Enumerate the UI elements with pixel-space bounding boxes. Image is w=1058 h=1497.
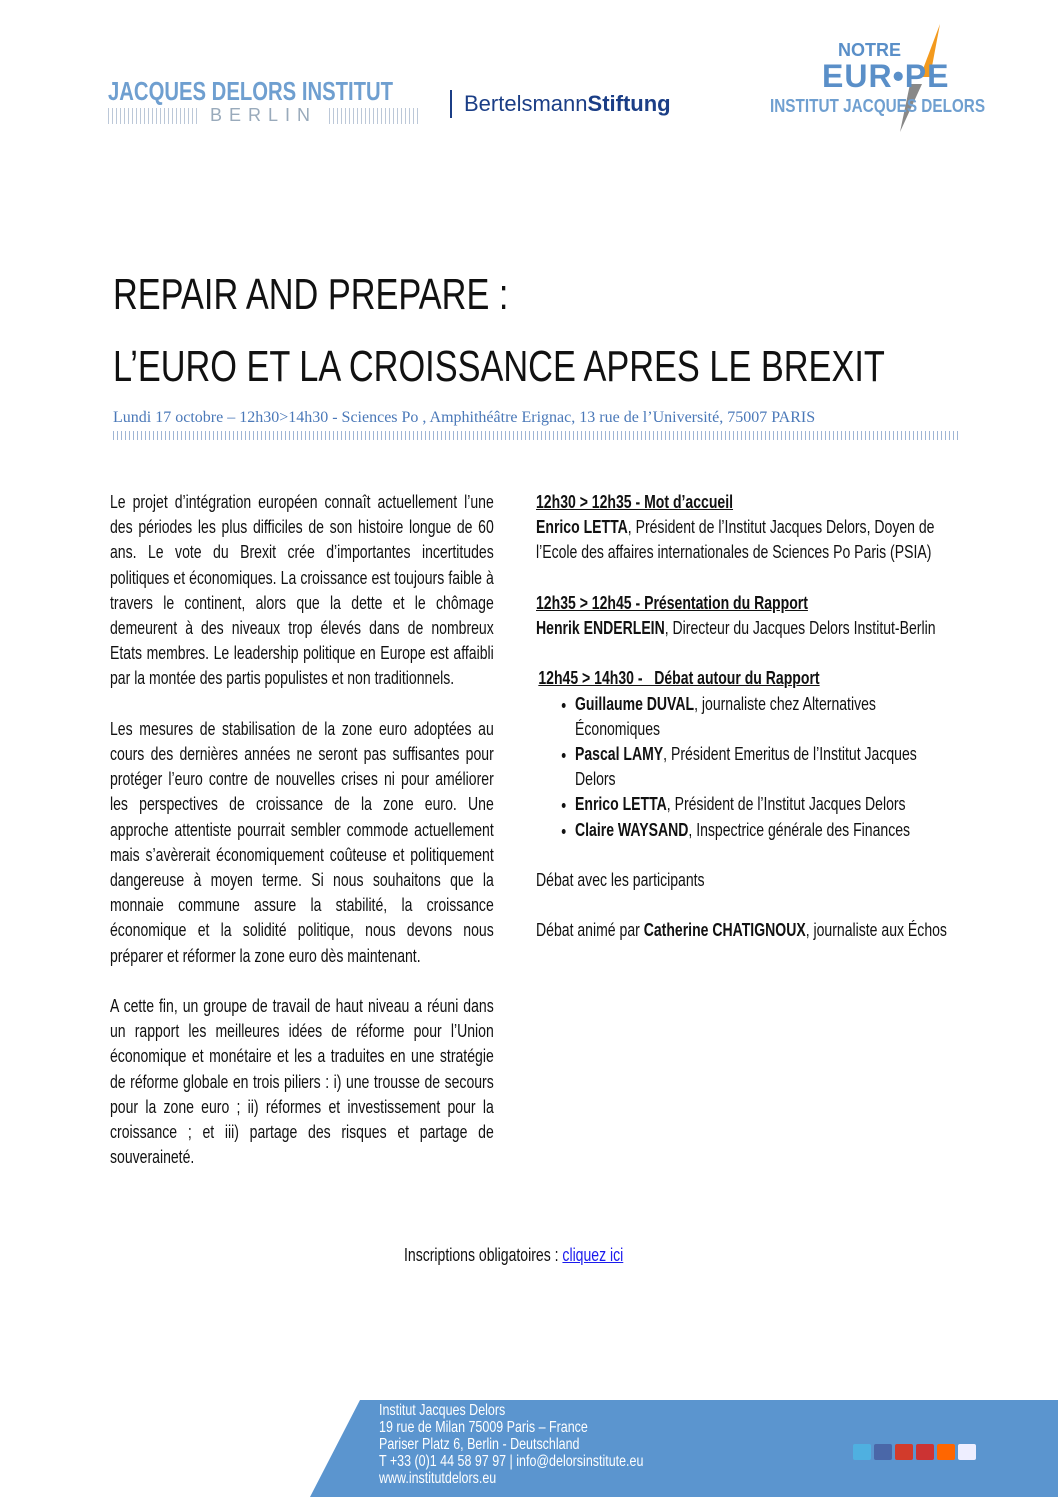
program-session-2: 12h35 > 12h45 - Présentation du Rapport Henrik ENDERLEIN, Directeur du Jacques Delors Institut-Berlin	[536, 592, 936, 638]
google-plus-icon[interactable]	[895, 1444, 913, 1460]
soundcloud-icon[interactable]	[937, 1444, 955, 1460]
debate-note: Débat avec les participants	[536, 870, 705, 890]
social-links	[853, 1444, 976, 1460]
footer-contact: Institut Jacques Delors 19 rue de Milan 75009 Paris – France Pariser Platz 6, Berlin - Deutschland T +33 (0)1 44 58 97 97 | info@delorsinstitute.eu www.institutdelors.eu	[379, 1402, 644, 1487]
title-line-1: REPAIR AND PREPARE :	[113, 270, 509, 319]
bertelsmann-stiftung-logo: BertelsmannStiftung	[450, 90, 671, 118]
program	[536, 490, 961, 969]
list-item: • Enrico LETTA, Président de l’Institut Jacques Delors	[575, 792, 961, 817]
moderator: Débat animé par Catherine CHATIGNOUX, journaliste aux Échos	[536, 920, 947, 941]
program-session-1: 12h30 > 12h35 - Mot d’accueil Enrico LETTA, Président de l’Institut Jacques Delors, Doyen de l’Ecole des affaires internationales de Sciences Po Paris (PSIA)	[536, 492, 935, 563]
speaker-list	[536, 692, 961, 843]
decorative-divider	[113, 431, 960, 440]
event-details: Lundi 17 octobre – 12h30>14h30 - Sciences Po , Amphithéâtre Erignac, 13 rue de l’Université, 75007 PARIS	[113, 409, 816, 426]
registration: Inscriptions obligatoires : cliquez ici	[404, 1245, 624, 1265]
title-line-2: L’EURO ET LA CROISSANCE APRES LE BREXIT	[113, 342, 885, 391]
notre-europe-logo: NOTRE EUR•PE INSTITUT JACQUES DELORS	[770, 22, 1040, 132]
youtube-icon[interactable]	[916, 1444, 934, 1460]
program-session-3: 12h45 > 14h30 - Débat autour du Rapport • Guillaume DUVAL, journaliste chez Alternatives Économiques • Pascal LAMY, Président Emeritus de l’Institut Jacques Delors • Enrico LETTA, Président de l’Institut Jacques Delors • Claire WAYSAND, Inspectrice générale des Finances	[536, 666, 961, 842]
list-item: • Claire WAYSAND, Inspectrice générale des Finances	[575, 818, 961, 843]
list-item: • Guillaume DUVAL, journaliste chez Alternatives Économiques	[575, 692, 961, 742]
list-item: • Pascal LAMY, Président Emeritus de l’Institut Jacques Delors	[575, 742, 961, 792]
flickr-icon[interactable]	[958, 1444, 976, 1460]
logo-subtitle: BERLIN	[210, 105, 318, 125]
intro-text: Le projet d’intégration européen connaît actuellement l’une des périodes les plus difficiles de son histoire longue de 60 ans. Le vote du Brexit crée d’importantes incertitudes politiques et économiques. La croissance est toujours faible à travers le continent, alors que la dette et le chômage demeurent à des niveaux trop élevés dans de nombreux Etats membres. Le leadership politique en Europe est affaibli par la montée des partis populistes et non traditionnels. Les mesures de stabilisation de la zone euro adoptées au cours des dernières années ne seront pas suffisantes pour protéger l’euro contre de nouvelles crises ni pour améliorer les perspectives de croissance de la zone euro. Une approche attentiste pourrait sembler commode actuellement mais s’avèrerait économiquement coûteuse et politiquement dangereuse à moyen terme. Si nous souhaitons que la monnaie commune assure la stabilité, la croissance économique et la solidité politique, nous devons nous préparer et réformer la zone euro dès maintenant. A cette fin, un groupe de travail de haut niveau a réuni dans un rapport les meilleures idées de réforme pour l’Union économique et monétaire et les a traduites en une stratégie de réforme globale en trois piliers : i) une trousse de secours pour la zone euro ; ii) réformes et investissement pour la croissance ; et iii) partage des risques et partage de souveraineté.	[110, 492, 494, 1168]
jacques-delors-institut-berlin-logo: JACQUES DELORS INSTITUT BERLIN	[108, 76, 473, 126]
registration-link[interactable]: cliquez ici	[562, 1245, 624, 1265]
footer	[300, 1400, 1058, 1497]
twitter-icon[interactable]	[853, 1444, 871, 1460]
facebook-icon[interactable]	[874, 1444, 892, 1460]
